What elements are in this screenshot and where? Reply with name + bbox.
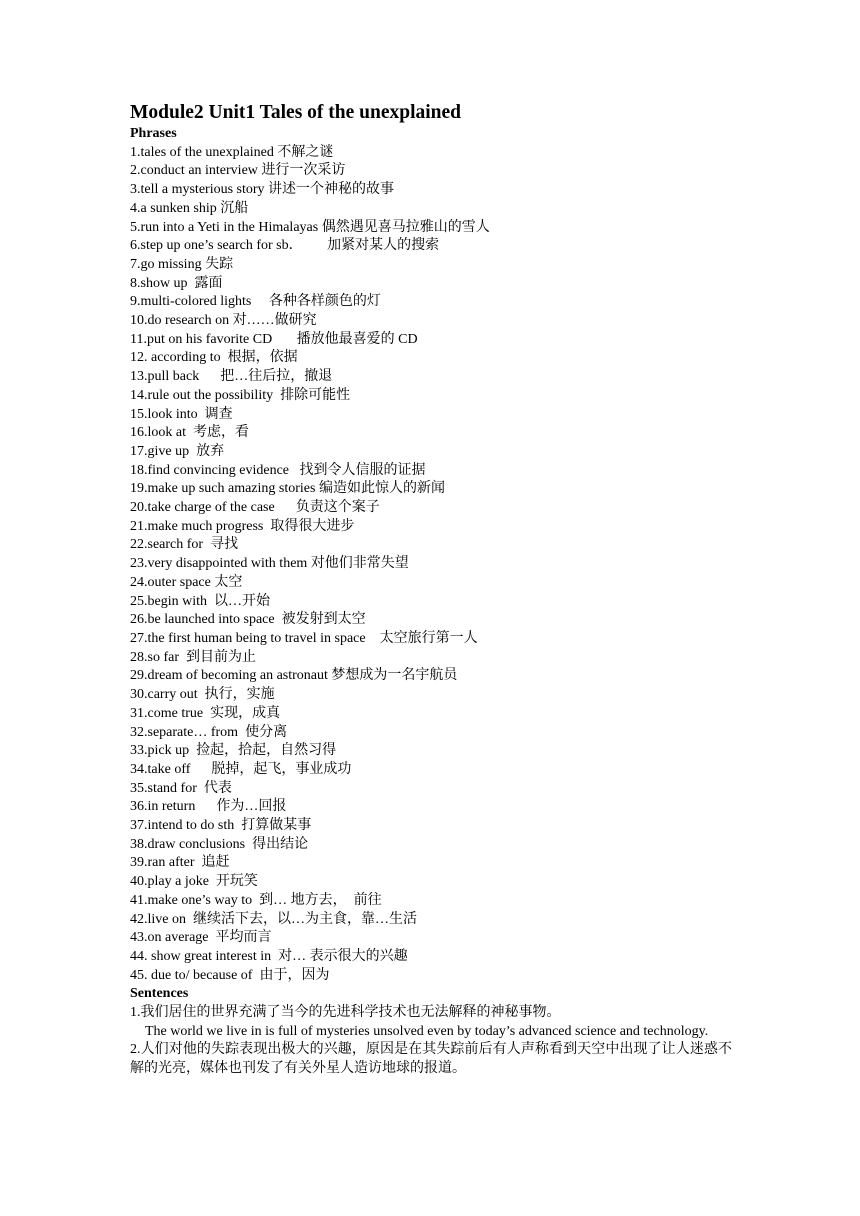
phrase-item: 34.take off 脱掉，起飞，事业成功 xyxy=(130,761,352,777)
sentence-item xyxy=(130,1004,732,1041)
phrase-item: 23.very disappointed with them 对他们非常失望 xyxy=(130,556,409,572)
phrases-heading: Phrases xyxy=(130,126,177,141)
phrase-list xyxy=(130,144,732,986)
phrase-item: 44. show great interest in 对… 表示很大的兴趣 xyxy=(130,948,408,964)
phrase-item: 37.intend to do sth 打算做某事 xyxy=(130,818,312,834)
phrase-item: 5.run into a Yeti in the Himalayas 偶然遇见喜马拉雅山的雪人 xyxy=(130,219,490,235)
sentences-heading: Sentences xyxy=(130,986,189,1002)
phrase-item: 28.so far 到目前为止 xyxy=(130,649,256,665)
phrase-item: 42.live on 继续活下去，以…为主食，靠…生活 xyxy=(130,911,417,927)
phrase-item: 8.show up 露面 xyxy=(130,275,223,291)
phrase-item: 6.step up one’s search for sb． 加紧对某人的搜索 xyxy=(130,238,440,254)
document-page xyxy=(130,101,732,1079)
phrase-item: 13.pull back 把…往后拉，撤退 xyxy=(130,369,333,385)
phrase-item: 20.take charge of the case 负责这个案子 xyxy=(130,500,380,516)
phrase-item: 33.pick up 捡起，拾起，自然习得 xyxy=(130,743,337,759)
phrase-item: 18.find convincing evidence 找到令人信服的证据 xyxy=(130,462,426,478)
phrase-item: 4.a sunken ship 沉船 xyxy=(130,200,249,216)
phrase-item: 39.ran after 追赶 xyxy=(130,855,230,871)
phrase-item: 30.carry out 执行，实施 xyxy=(130,687,275,703)
phrase-item: 14.rule out the possibility 排除可能性 xyxy=(130,387,351,403)
sentence-item xyxy=(130,1041,732,1078)
phrase-item: 31.come true 实现，成真 xyxy=(130,705,281,721)
phrase-item: 16.look at 考虑，看 xyxy=(130,425,249,441)
sentence-english: The world we live in is full of mysteries unsolved even by today’s advanced science and technology. xyxy=(145,1023,709,1039)
phrase-item: 43.on average 平均而言 xyxy=(130,930,272,946)
phrase-item: 12. according to 根据，依据 xyxy=(130,350,298,366)
phrase-item: 2.conduct an interview 进行一次采访 xyxy=(130,163,346,179)
phrase-item: 22.search for 寻找 xyxy=(130,537,239,553)
phrase-item: 19.make up such amazing stories 编造如此惊人的新闻 xyxy=(130,481,445,497)
phrase-item: 17.give up 放弃 xyxy=(130,443,225,459)
phrase-item: 3.tell a mysterious story 讲述一个神秘的故事 xyxy=(130,182,395,198)
phrase-item: 27.the first human being to travel in space 太空旅行第一人 xyxy=(130,630,478,646)
phrase-item: 7.go missing 失踪 xyxy=(130,256,234,272)
phrase-item: 35.stand for 代表 xyxy=(130,780,232,796)
phrase-item: 1.tales of the unexplained 不解之谜 xyxy=(130,144,334,160)
sentence-chinese: 1.我们居住的世界充满了当今的先进科学技术也无法解释的神秘事物。 xyxy=(130,1005,561,1021)
phrase-item: 11.put on his favorite CD 播放他最喜爱的 CD xyxy=(130,331,418,347)
phrase-item: 26.be launched into space 被发射到太空 xyxy=(130,612,366,628)
sentence-chinese: 2.人们对他的失踪表现出极大的兴趣，原因是在其失踪前后有人声称看到天空中出现了让人迷惑不解的光亮，媒体也刊发了有关外星人造访地球的报道。 xyxy=(130,1042,732,1077)
phrase-item: 40.play a joke 开玩笑 xyxy=(130,874,258,890)
phrase-item: 38.draw conclusions 得出结论 xyxy=(130,836,309,852)
phrase-item: 29.dream of becoming an astronaut 梦想成为一名宇航员 xyxy=(130,668,458,684)
phrase-item: 25.begin with 以…开始 xyxy=(130,593,270,609)
phrase-item: 21.make much progress 取得很大进步 xyxy=(130,518,355,534)
phrase-item: 32.separate… from 使分离 xyxy=(130,724,288,740)
phrase-item: 24.outer space 太空 xyxy=(130,574,243,590)
phrase-item: 15.look into 调查 xyxy=(130,406,233,422)
phrase-item: 41.make one’s way to 到… 地方去， 前往 xyxy=(130,892,382,908)
phrase-item: 36.in return 作为…回报 xyxy=(130,799,287,815)
document-title: Module2 Unit1 Tales of the unexplained xyxy=(130,102,462,123)
phrase-item: 10.do research on 对……做研究 xyxy=(130,313,317,329)
sentence-list xyxy=(130,1004,732,1079)
phrase-item: 45. due to/ because of 由于，因为 xyxy=(130,967,330,983)
phrase-item: 9.multi-colored lights 各种各样颜色的灯 xyxy=(130,294,381,310)
